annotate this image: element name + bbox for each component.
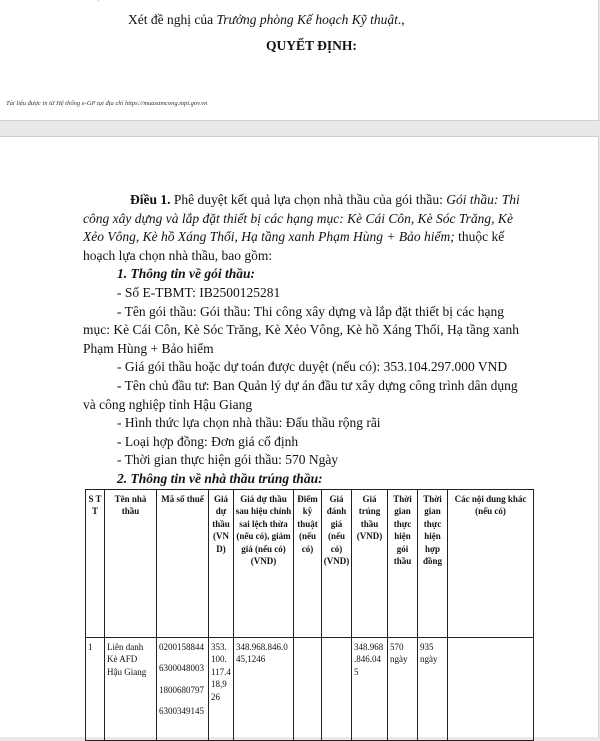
header-other: Các nội dung khác (nếu có): [448, 490, 534, 638]
header-eval-price: Giá đánh giá (nếu có) (VND): [322, 490, 352, 638]
item-investor: - Tên chủ đầu tư: Ban Quản lý dự án đầu tư xây dựng công trình dân dụng và công nghiệp tỉnh Hậu Giang: [83, 377, 518, 412]
header-award-price: Giá trúng thầu (VND): [352, 490, 388, 638]
item-package-name: - Tên gói thầu: Gói thầu: Thi công xây dựng và lắp đặt thiết bị các hạng mục: Kè Cái Côn, Kè Sóc Trăng, Kè Xẻo Vông, Kè hồ Xáng Thổi, Hạ tầng xanh Phạm Hùng + Bảo hiểm: [83, 303, 519, 356]
cell-adjusted-price: 348.968.846.045,1246: [234, 638, 294, 741]
header-tax-id: Mã số thuế: [157, 490, 209, 638]
office-title: Trưởng phòng Kế hoạch Kỹ thuật: [216, 12, 398, 27]
section-2-title: 2. Thông tin về nhà thầu trúng thầu:: [117, 470, 323, 486]
tax-id: 0200158844: [159, 642, 204, 652]
table-row: [86, 638, 534, 741]
header-bid-price: Giá dự thầu (VND): [209, 490, 234, 638]
section-1-title: 1. Thông tin về gói thầu:: [117, 266, 256, 282]
article-1-body: [83, 191, 533, 489]
corner-mark: ': [98, 0, 100, 7]
cell-award-price: 348.968.846.045: [352, 638, 388, 741]
item-tbmt: - Số E-TBMT: IB2500125281: [117, 284, 281, 300]
previous-page: [0, 0, 599, 121]
cell-package-time: 570 ngày: [388, 638, 418, 741]
header-contractor-name: Tên nhà thầu: [105, 490, 157, 638]
cell-bid-price: 353.100.117.418,926: [209, 638, 234, 741]
decision-title: QUYẾT ĐỊNH:: [266, 38, 357, 53]
cell-eval-price: [322, 638, 352, 741]
cell-contractor-name: Liên danh Kè AFD Hậu Giang: [105, 638, 157, 741]
package-name: Gói thầu: Thi công xây dựng và lắp đặt thiết bị các hạng mục: Kè Cái Côn, Kè Sóc Trăng, Kè Xẻo Vông, Kè hồ Xáng Thổi, Hạ tầng xanh Phạm Hùng + Bảo hiểm;: [83, 192, 520, 245]
header-contract-time: Thời gian thực hiện hợp đồng: [418, 490, 448, 638]
consideration-line: Xét đề nghị của Trưởng phòng Kế hoạch Kỹ thuật.,: [128, 12, 405, 27]
cell-tax-ids: [157, 638, 209, 741]
winning-contractor-table: [85, 489, 534, 741]
current-page: [0, 136, 599, 737]
item-contract-type: - Loại hợp đồng: Đơn giá cố định: [117, 433, 299, 449]
item-package-price: - Giá gói thầu hoặc dự toán được duyệt (nếu có): 353.104.297.000 VND: [117, 359, 508, 375]
table-header-row: [86, 490, 534, 638]
item-selection-method: - Hình thức lựa chọn nhà thầu: Đấu thầu rộng rãi: [117, 415, 381, 431]
header-adjusted-price: Giá dự thầu sau hiệu chỉnh sai lệch thừa (nếu có), giảm giá (nếu có) (VND): [234, 490, 294, 638]
tax-id: 6300048003: [159, 663, 204, 674]
tax-id: 1800680797: [159, 684, 204, 695]
item-duration: - Thời gian thực hiện gói thầu: 570 Ngày: [117, 452, 339, 468]
cell-contract-time: 935 ngày: [418, 638, 448, 741]
cell-stt: 1: [86, 638, 105, 741]
header-stt: S T T: [86, 490, 105, 638]
egp-footer-note: Tài liệu được in từ Hệ thống e-GP tại địa chỉ https://muasamcong.mpi.gov.vn: [6, 100, 208, 107]
article-label: Điều 1.: [130, 192, 171, 207]
cell-other: [448, 638, 534, 741]
article-1-intro: Điều 1. Phê duyệt kết quả lựa chọn nhà thầu của gói thầu: Gói thầu: Thi công xây dựng và lắp đặt thiết bị các hạng mục: Kè Cái Côn, Kè Sóc Trăng, Kè Xẻo Vông, Kè hồ Xáng Thổi, Hạ tầng xanh Phạm Hùng + Bảo hiểm; thuộc kế hoạch lựa chọn nhà thầu, bao gồm:: [83, 192, 520, 263]
tax-id: 6300349145: [159, 706, 204, 717]
header-tech-score: Điểm kỹ thuật (nếu có): [294, 490, 322, 638]
header-package-time: Thời gian thực hiện gói thầu: [388, 490, 418, 638]
cell-tech-score: [294, 638, 322, 741]
